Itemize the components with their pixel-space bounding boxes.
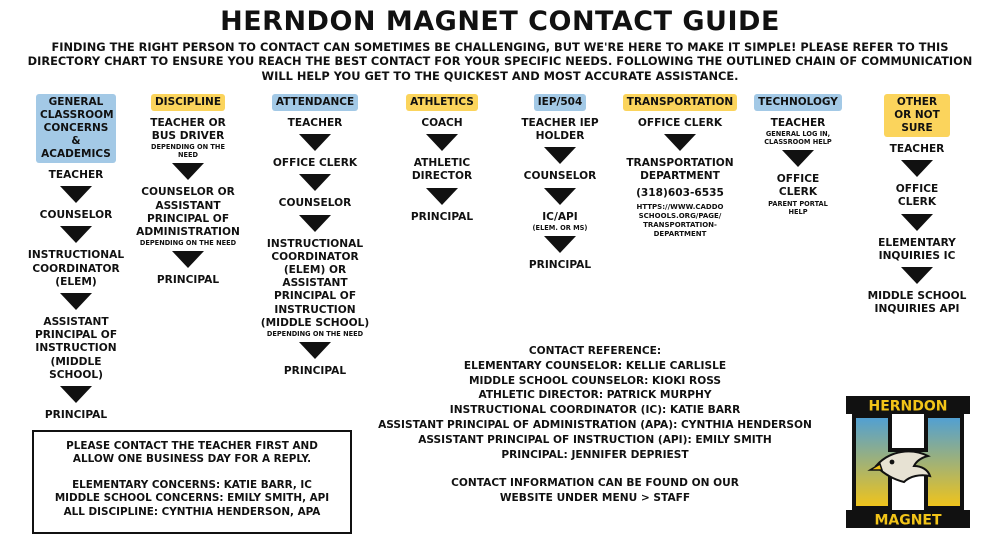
step-middle-school-inquiries: MIDDLE SCHOOL INQUIRIES API bbox=[867, 290, 967, 316]
contact-line: ATHLETIC DIRECTOR: PATRICK MURPHY bbox=[478, 389, 712, 402]
notice-line: ELEMENTARY CONCERNS: KATIE BARR, IC bbox=[72, 478, 312, 491]
down-arrow-icon bbox=[172, 251, 204, 268]
header-transportation: TRANSPORTATION bbox=[623, 94, 737, 111]
down-arrow-icon bbox=[664, 134, 696, 151]
step-teacher: TEACHER bbox=[48, 169, 104, 181]
header-attendance: ATTENDANCE bbox=[272, 94, 358, 111]
column-athletics bbox=[392, 94, 492, 224]
notice-line: ALL DISCIPLINE: CYNTHIA HENDERSON, APA bbox=[63, 505, 321, 518]
contact-line: ASSISTANT PRINCIPAL OF ADMINISTRATION (APA): CYNTHIA HENDERSON bbox=[378, 418, 812, 431]
step-ic-or-api bbox=[252, 238, 378, 338]
header-iep-504: IEP/504 bbox=[534, 94, 587, 111]
eagle-eye-icon bbox=[890, 460, 895, 465]
down-arrow-icon bbox=[544, 147, 576, 164]
step-counselor: COUNSELOR bbox=[523, 170, 597, 183]
step-ic-api bbox=[533, 211, 588, 232]
down-arrow-icon bbox=[172, 163, 204, 180]
down-arrow-icon bbox=[60, 186, 92, 203]
step-principal: PRINCIPAL bbox=[410, 210, 474, 223]
step-office-clerk: OFFICE CLERK bbox=[637, 117, 723, 129]
step-note: DEPENDING ON THE NEED bbox=[266, 330, 364, 339]
header-athletics: ATHLETICS bbox=[406, 94, 478, 111]
contact-line: PRINCIPAL: JENNIFER DEPRIEST bbox=[501, 448, 689, 461]
transportation-link[interactable]: HTTPS://WWW.CADDO SCHOOLS.ORG/PAGE/ TRANSPORTATION-DEPARTMENT bbox=[636, 202, 724, 238]
column-transportation bbox=[618, 94, 742, 239]
step-label: TEACHER OR BUS DRIVER bbox=[150, 117, 226, 143]
down-arrow-icon bbox=[782, 150, 814, 167]
down-arrow-icon bbox=[299, 174, 331, 191]
step-instructional-coordinator: INSTRUCTIONAL COORDINATOR (ELEM) bbox=[27, 249, 125, 288]
step-label: IC/API bbox=[542, 210, 578, 223]
step-label: INSTRUCTIONAL COORDINATOR (ELEM) OR ASSISTANT PRINCIPAL OF INSTRUCTION (MIDDLE SCHOOL) bbox=[260, 237, 370, 329]
down-arrow-icon bbox=[60, 226, 92, 243]
header-technology: TECHNOLOGY bbox=[754, 94, 842, 111]
header-discipline: DISCIPLINE bbox=[151, 94, 225, 111]
step-principal: PRINCIPAL bbox=[156, 274, 220, 287]
down-arrow-icon bbox=[60, 386, 92, 403]
step-teacher-iep-holder: TEACHER IEP HOLDER bbox=[521, 117, 599, 143]
down-arrow-icon bbox=[901, 214, 933, 231]
down-arrow-icon bbox=[901, 160, 933, 177]
step-counselor-or-apa bbox=[132, 186, 244, 247]
column-general-classroom bbox=[27, 94, 125, 422]
step-counselor: COUNSELOR bbox=[39, 209, 113, 222]
intro-paragraph: FINDING THE RIGHT PERSON TO CONTACT CAN SOMETIMES BE CHALLENGING, BUT WE'RE HERE TO MAKE IT SIMPLE! PLEASE REFER TO THIS DIRECTORY CHART TO ENSURE YOU REACH THE BEST CONTACT FOR YOUR SPECIFIC NEEDS. FOLLOWING THE OUTLINED CHAIN OF COMMUNICATION WILL HELP YOU GET TO THE QUICKEST AND MOST ACCURATE ASSISTANCE. bbox=[27, 40, 973, 83]
step-teacher-or-bus-driver bbox=[150, 117, 226, 159]
contact-line: ELEMENTARY COUNSELOR: KELLIE CARLISLE bbox=[463, 359, 727, 372]
header-other-or-not-sure: OTHER OR NOT SURE bbox=[884, 94, 950, 137]
logo-top-text: HERNDON bbox=[868, 398, 948, 415]
step-counselor: COUNSELOR bbox=[278, 197, 352, 210]
header-general-classroom: GENERAL CLASSROOM CONCERNS & ACADEMICS bbox=[36, 94, 116, 163]
down-arrow-icon bbox=[426, 188, 458, 205]
step-note: (ELEM. OR MS) bbox=[532, 223, 588, 232]
down-arrow-icon bbox=[544, 236, 576, 253]
contact-line: INSTRUCTIONAL COORDINATOR (IC): KATIE BARR bbox=[449, 404, 741, 417]
column-technology bbox=[750, 94, 846, 216]
step-label: COUNSELOR OR ASSISTANT PRINCIPAL OF ADMINISTRATION bbox=[136, 186, 240, 239]
down-arrow-icon bbox=[299, 215, 331, 232]
step-transportation-department: TRANSPORTATION DEPARTMENT bbox=[626, 157, 734, 183]
down-arrow-icon bbox=[60, 293, 92, 310]
step-office-clerk: OFFICE CLERK bbox=[272, 157, 358, 170]
notice-line: PLEASE CONTACT THE TEACHER FIRST AND ALLOW ONE BUSINESS DAY FOR A REPLY. bbox=[66, 440, 318, 466]
down-arrow-icon bbox=[299, 134, 331, 151]
step-note: DEPENDING ON THE NEED bbox=[151, 143, 225, 160]
contact-line: MIDDLE SCHOOL COUNSELOR: KIOKI ROSS bbox=[469, 374, 721, 387]
down-arrow-icon bbox=[544, 188, 576, 205]
logo-bottom-text: MAGNET bbox=[874, 512, 942, 528]
down-arrow-icon bbox=[426, 134, 458, 151]
transportation-phone: (318)603-6535 bbox=[636, 186, 724, 199]
step-athletic-director: ATHLETIC DIRECTOR bbox=[411, 157, 473, 183]
column-attendance bbox=[252, 94, 378, 378]
step-note: PARENT PORTAL HELP bbox=[768, 199, 828, 216]
step-assistant-principal-instruction: ASSISTANT PRINCIPAL OF INSTRUCTION (MIDDLE SCHOOL) bbox=[34, 316, 118, 381]
column-discipline bbox=[132, 94, 244, 287]
step-teacher bbox=[758, 117, 838, 146]
step-note: DEPENDING ON THE NEED bbox=[139, 239, 237, 248]
step-office-clerk bbox=[768, 173, 828, 215]
down-arrow-icon bbox=[299, 342, 331, 359]
contact-reference-footer: CONTACT INFORMATION CAN BE FOUND ON OUR WEBSITE UNDER MENU > STAFF bbox=[451, 477, 739, 505]
notice-line: MIDDLE SCHOOL CONCERNS: EMILY SMITH, API bbox=[54, 492, 330, 505]
herndon-magnet-logo bbox=[846, 396, 970, 528]
column-other-or-not-sure bbox=[862, 94, 972, 316]
step-coach: COACH bbox=[421, 117, 463, 129]
step-label: TEACHER bbox=[770, 117, 826, 129]
step-principal: PRINCIPAL bbox=[44, 409, 108, 422]
step-elementary-inquiries: ELEMENTARY INQUIRIES IC bbox=[878, 236, 956, 262]
step-label: OFFICE CLERK bbox=[776, 173, 820, 199]
step-principal: PRINCIPAL bbox=[528, 258, 592, 271]
down-arrow-icon bbox=[901, 267, 933, 284]
step-principal: PRINCIPAL bbox=[283, 365, 347, 378]
contact-line: ASSISTANT PRINCIPAL OF INSTRUCTION (API): EMILY SMITH bbox=[418, 433, 772, 446]
step-teacher: TEACHER bbox=[287, 117, 343, 129]
step-teacher: TEACHER bbox=[889, 143, 945, 155]
contact-reference-heading: CONTACT REFERENCE: bbox=[528, 345, 662, 357]
step-office-clerk: OFFICE CLERK bbox=[895, 183, 939, 209]
contact-reference bbox=[350, 344, 840, 506]
step-note: GENERAL LOG IN, CLASSROOM HELP bbox=[764, 130, 832, 147]
column-iep-504 bbox=[508, 94, 612, 272]
notice-box bbox=[32, 430, 352, 534]
page-title: HERNDON MAGNET CONTACT GUIDE bbox=[220, 6, 780, 37]
